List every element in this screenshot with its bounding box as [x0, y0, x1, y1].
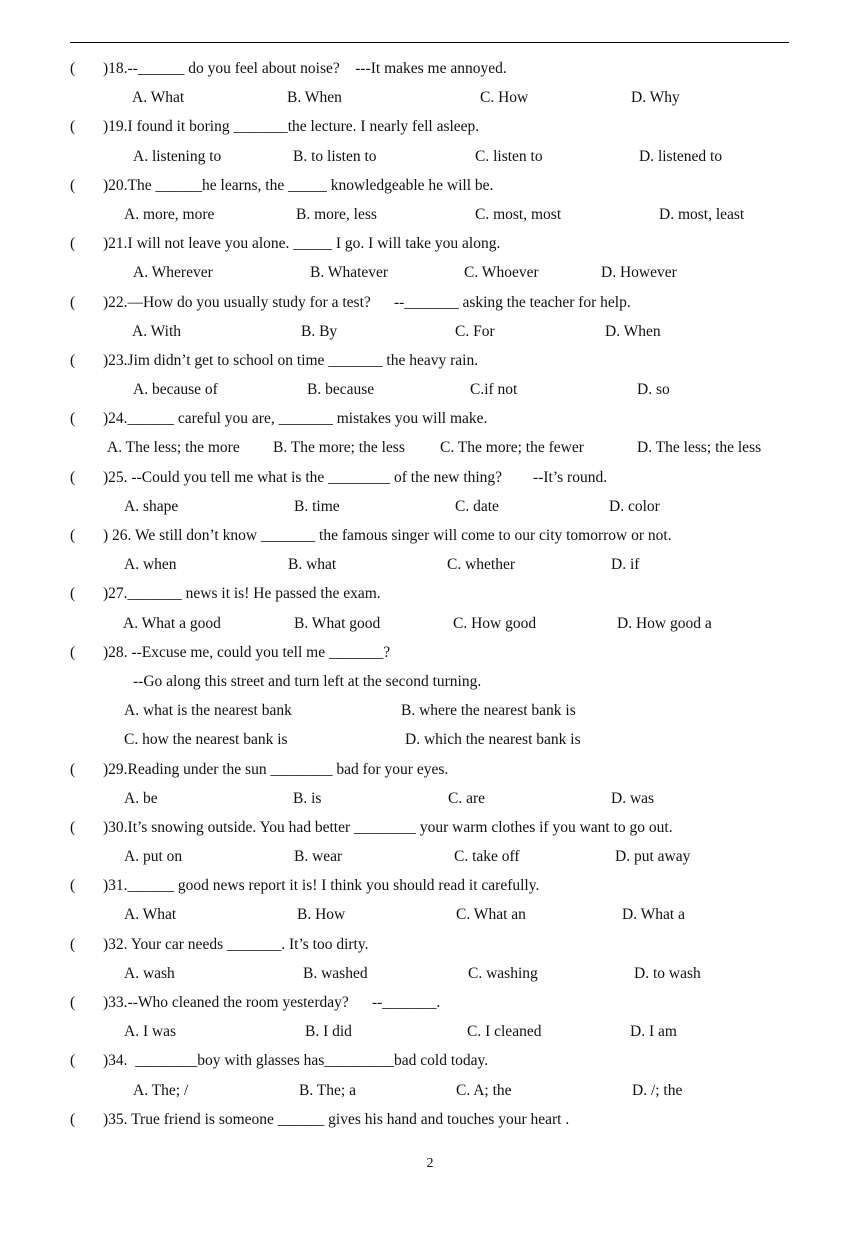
option-c[interactable]: C. take off: [454, 848, 520, 866]
question-35: [0, 1105, 860, 1134]
option-a[interactable]: A. because of: [133, 381, 218, 399]
question-stem: )21.I will not leave you alone. _____ I go. I will take you along.: [103, 235, 501, 253]
answer-line: --Go along this street and turn left at the second turning.: [133, 672, 482, 690]
option-a[interactable]: A. What: [132, 89, 185, 107]
options-row: [0, 142, 860, 171]
option-c[interactable]: C. I cleaned: [467, 1023, 542, 1041]
option-c[interactable]: C. washing: [468, 964, 538, 982]
question-stem: )24.______ careful you are, _______ mistakes you will make.: [103, 410, 488, 428]
answer-blank[interactable]: (: [70, 994, 76, 1011]
question-list: [0, 54, 860, 1134]
question-stem: )29.Reading under the sun ________ bad for your eyes.: [103, 760, 449, 778]
options-row: [0, 317, 860, 346]
option-d[interactable]: D. What a: [622, 906, 685, 924]
answer-blank[interactable]: (: [70, 527, 76, 544]
options-row: [0, 1076, 860, 1105]
option-c[interactable]: C. are: [448, 789, 486, 807]
option-a[interactable]: A. shape: [124, 497, 179, 515]
answer-blank[interactable]: (: [70, 935, 76, 953]
question-30: [0, 813, 860, 842]
option-b[interactable]: B. because: [307, 381, 375, 399]
option-d[interactable]: D. Why: [631, 89, 680, 107]
option-a[interactable]: A. I was: [124, 1023, 177, 1041]
options-row: [0, 83, 860, 112]
answer-blank[interactable]: (: [70, 351, 76, 369]
question-34: [0, 1046, 860, 1075]
options-row: [0, 696, 860, 725]
option-a[interactable]: A. The; /: [133, 1081, 189, 1099]
question-19: [0, 112, 860, 141]
option-d[interactable]: D. so: [637, 381, 670, 399]
option-a[interactable]: A. The less; the more: [107, 439, 240, 457]
option-b[interactable]: B. what: [288, 556, 337, 574]
option-d[interactable]: D. /; the: [632, 1081, 683, 1099]
question-stem: )23.Jim didn’t get to school on time _______ the heavy rain.: [103, 351, 479, 369]
option-a[interactable]: A. put on: [124, 848, 183, 866]
option-c[interactable]: C. whether: [447, 556, 516, 574]
option-c[interactable]: C. most, most: [475, 205, 562, 223]
option-c[interactable]: C. What an: [456, 906, 526, 924]
option-b[interactable]: B. How: [297, 906, 346, 924]
option-d[interactable]: D. I am: [630, 1023, 677, 1041]
answer-blank[interactable]: (: [70, 760, 76, 778]
question-18: [0, 54, 860, 83]
question-stem: ) 26. We still don’t know _______ the famous singer will come to our city tomorrow or not.: [103, 527, 672, 544]
option-a[interactable]: A. when: [124, 556, 177, 574]
option-a[interactable]: A. With: [132, 322, 182, 340]
option-c[interactable]: C. For: [455, 322, 495, 340]
question-stem: )28. --Excuse me, could you tell me _______?: [103, 643, 391, 661]
option-d[interactable]: D. which the nearest bank is: [405, 731, 581, 749]
option-b[interactable]: B. I did: [305, 1023, 352, 1041]
option-a[interactable]: A. What a good: [123, 614, 221, 632]
option-c[interactable]: C. How: [480, 89, 529, 107]
option-a[interactable]: A. What: [124, 906, 177, 924]
question-stem: )20.The ______he learns, the _____ knowledgeable he will be.: [103, 176, 494, 194]
option-c[interactable]: C. The more; the fewer: [440, 439, 584, 457]
question-24: [0, 404, 860, 433]
question-stem: )32. Your car needs _______. It’s too dirty.: [103, 935, 369, 953]
option-d[interactable]: D. to wash: [634, 964, 701, 982]
question-stem: )18.--______ do you feel about noise? ---It makes me annoyed.: [103, 60, 507, 77]
option-b[interactable]: B. where the nearest bank is: [401, 702, 576, 720]
page-number: 2: [426, 1156, 434, 1171]
question-25: [0, 463, 860, 492]
question-23: [0, 346, 860, 375]
question-29: [0, 755, 860, 784]
dialogue-answer-line: [0, 667, 860, 696]
answer-blank[interactable]: (: [70, 60, 76, 77]
question-28: [0, 638, 860, 667]
answer-blank[interactable]: (: [70, 1052, 76, 1070]
answer-blank[interactable]: (: [70, 818, 76, 836]
option-b[interactable]: B. What good: [294, 614, 381, 632]
option-b[interactable]: B. washed: [303, 964, 368, 982]
option-b[interactable]: B. By: [301, 322, 338, 340]
question-33: [0, 988, 860, 1017]
options-row: [0, 725, 860, 754]
option-b[interactable]: B. to listen to: [293, 147, 377, 165]
option-d[interactable]: D. if: [611, 556, 640, 574]
header-rule: [70, 42, 789, 43]
question-27: [0, 579, 860, 608]
option-c[interactable]: C. How good: [453, 614, 537, 632]
answer-blank[interactable]: (: [70, 235, 76, 253]
option-d[interactable]: D. How good a: [617, 614, 712, 632]
question-stem: )30.It’s snowing outside. You had better ________ your warm clothes if you want to go out.: [103, 818, 673, 836]
question-20: [0, 171, 860, 200]
question-31: [0, 871, 860, 900]
question-32: [0, 930, 860, 959]
question-21: [0, 229, 860, 258]
option-d[interactable]: D. most, least: [659, 205, 745, 223]
option-a[interactable]: A. wash: [124, 964, 175, 982]
options-row: [0, 433, 860, 462]
question-22: [0, 288, 860, 317]
options-row: [0, 609, 860, 638]
option-c[interactable]: C. listen to: [475, 147, 543, 165]
answer-blank[interactable]: (: [70, 293, 76, 311]
answer-blank[interactable]: (: [70, 410, 76, 428]
option-d[interactable]: D. The less; the less: [637, 439, 762, 457]
option-a[interactable]: A. what is the nearest bank: [124, 702, 292, 720]
option-b[interactable]: B. time: [294, 497, 340, 515]
options-row: [0, 550, 860, 579]
question-stem: )31.______ good news report it is! I think you should read it carefully.: [103, 877, 540, 895]
option-b[interactable]: B. The; a: [299, 1081, 356, 1099]
answer-blank[interactable]: (: [70, 1110, 76, 1128]
option-c[interactable]: C. how the nearest bank is: [124, 731, 288, 749]
option-b[interactable]: B. Whatever: [310, 264, 389, 282]
option-c[interactable]: C. date: [455, 497, 499, 515]
answer-blank[interactable]: (: [70, 643, 76, 661]
option-a[interactable]: A. be: [124, 789, 158, 807]
answer-blank[interactable]: (: [70, 585, 76, 603]
option-d[interactable]: D. color: [609, 497, 660, 515]
option-c[interactable]: C. Whoever: [464, 264, 539, 282]
option-d[interactable]: D. However: [601, 264, 677, 282]
options-row: [0, 842, 860, 871]
option-a[interactable]: A. more, more: [124, 205, 215, 223]
options-row: [0, 200, 860, 229]
option-a[interactable]: A. listening to: [133, 147, 222, 165]
answer-blank[interactable]: (: [70, 877, 76, 895]
question-stem: )34. ________boy with glasses has_________bad cold today.: [103, 1052, 489, 1070]
answer-blank[interactable]: (: [70, 468, 76, 486]
option-d[interactable]: D. When: [605, 322, 661, 340]
options-row: [0, 258, 860, 287]
option-c[interactable]: C. A; the: [456, 1081, 512, 1099]
option-d[interactable]: D. listened to: [639, 147, 723, 165]
option-b[interactable]: B. The more; the less: [273, 439, 405, 457]
option-b[interactable]: B. wear: [294, 848, 343, 866]
options-row: [0, 784, 860, 813]
question-stem: )35. True friend is someone ______ gives his hand and touches your heart .: [103, 1110, 570, 1128]
question-stem: )19.I found it boring _______the lecture. I nearly fell asleep.: [103, 118, 480, 136]
option-d[interactable]: D. put away: [615, 848, 691, 866]
option-a[interactable]: A. Wherever: [133, 264, 213, 282]
option-b[interactable]: B. is: [293, 789, 322, 807]
options-row: [0, 492, 860, 521]
options-row: [0, 1017, 860, 1046]
option-b[interactable]: B. When: [287, 89, 342, 107]
options-row: [0, 959, 860, 988]
options-row: [0, 900, 860, 929]
question-26: [0, 521, 860, 550]
answer-blank[interactable]: (: [70, 176, 76, 194]
answer-blank[interactable]: (: [70, 118, 76, 136]
question-stem: )33.--Who cleaned the room yesterday? --_______.: [103, 994, 441, 1011]
question-stem: )22.—How do you usually study for a test? --_______ asking the teacher for help.: [103, 293, 631, 311]
question-stem: )27._______ news it is! He passed the exam.: [103, 585, 381, 603]
option-b[interactable]: B. more, less: [296, 205, 377, 223]
option-d[interactable]: D. was: [611, 789, 655, 807]
options-row: [0, 375, 860, 404]
option-c[interactable]: C.if not: [470, 381, 518, 399]
question-stem: )25. --Could you tell me what is the ________ of the new thing? --It’s round.: [103, 468, 608, 486]
